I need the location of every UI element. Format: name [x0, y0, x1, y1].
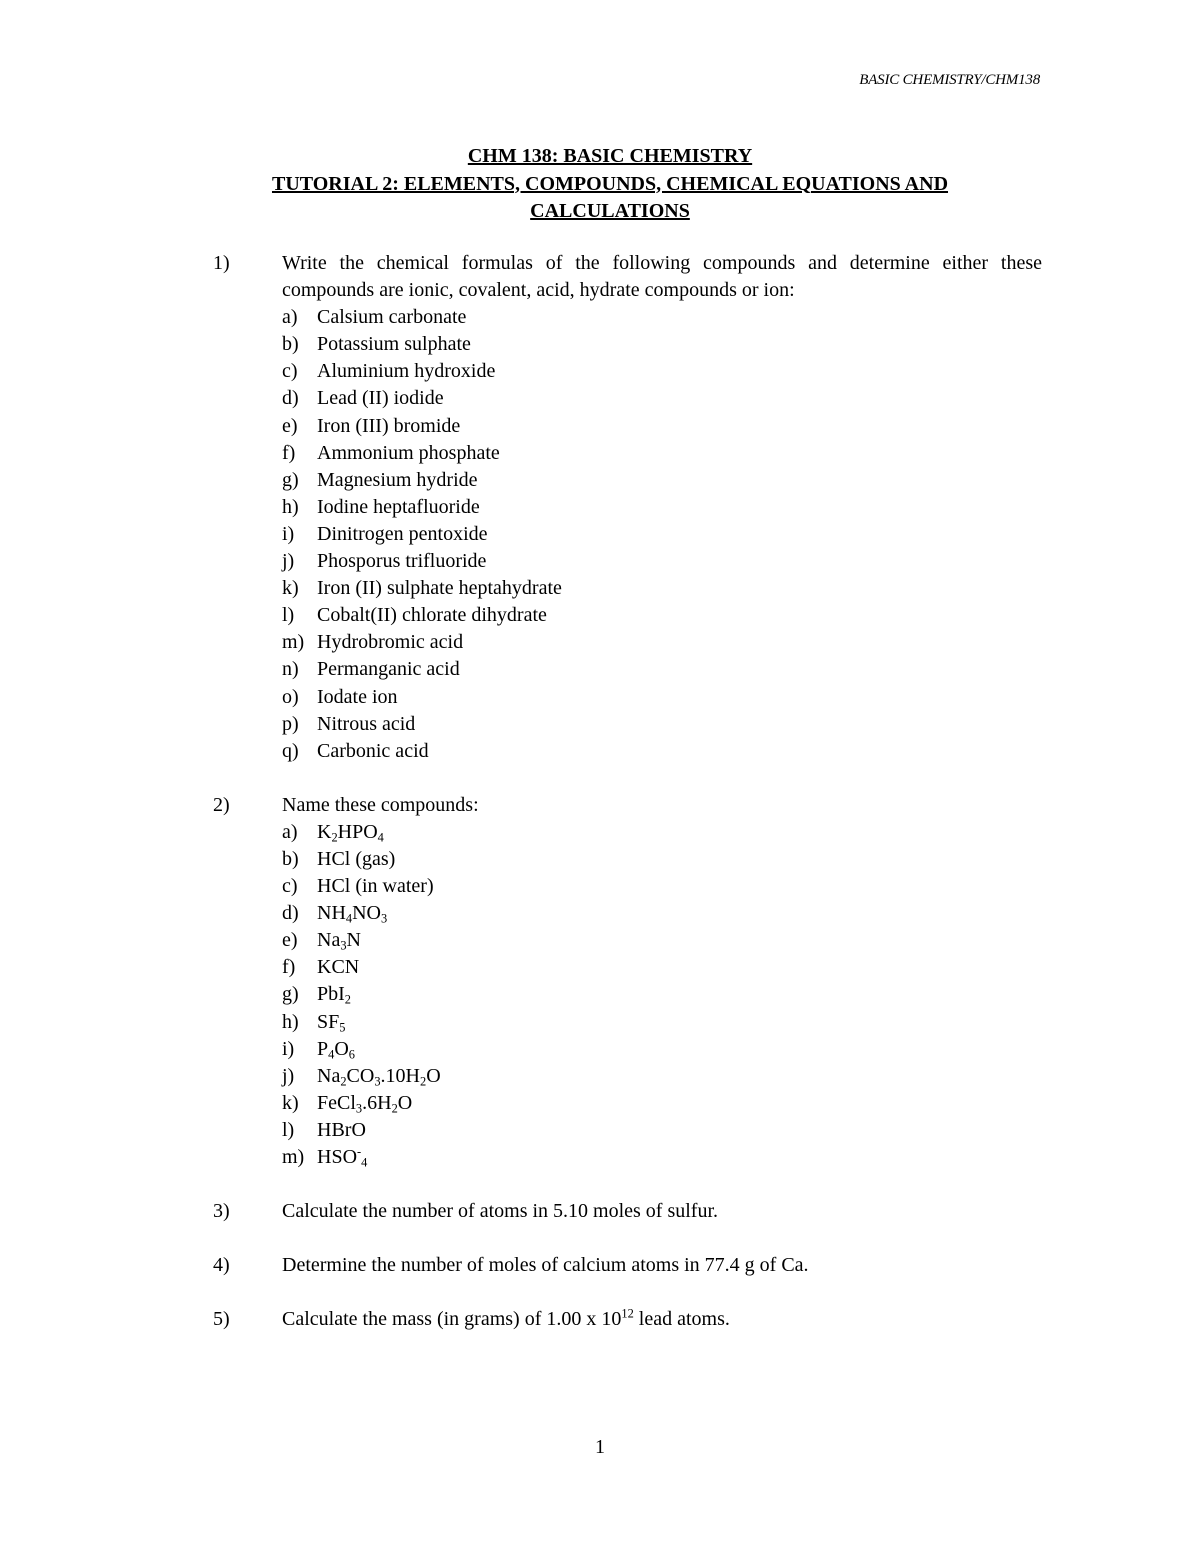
- text-run: FeCl: [317, 1091, 356, 1114]
- sub-item-text: Magnesium hydride: [317, 468, 478, 491]
- sub-item: [282, 602, 1042, 629]
- sub-item-text: [317, 875, 434, 897]
- subscript: 3: [340, 938, 347, 953]
- subscript: 3: [374, 1074, 381, 1089]
- sub-item: [282, 521, 1042, 548]
- sub-item-label: b): [282, 333, 299, 356]
- sub-item-text: [317, 1119, 366, 1141]
- sub-item: [282, 575, 1042, 602]
- sub-item: [282, 304, 1042, 331]
- text-run: Na: [317, 1064, 341, 1087]
- sub-item-text: [317, 983, 351, 1005]
- sub-item: [282, 1144, 1042, 1171]
- question-list: [0, 250, 1200, 1333]
- sub-item-label: c): [282, 875, 298, 898]
- superscript: 12: [621, 1306, 634, 1321]
- subscript: 3: [355, 1101, 363, 1116]
- text-run: KCN: [317, 956, 360, 979]
- text-run: SF: [317, 1010, 340, 1033]
- sub-item: [282, 873, 1042, 900]
- sub-item-label: j): [282, 1064, 295, 1087]
- sub-item-list: [282, 819, 1042, 1171]
- sub-item-label: d): [282, 902, 299, 925]
- question-spacer: [0, 1171, 1200, 1198]
- sub-item-label: m): [282, 631, 305, 654]
- sub-item-label: e): [282, 414, 298, 437]
- sub-item-label: e): [282, 929, 298, 952]
- sub-item-text: Lead (II) iodide: [317, 387, 444, 410]
- sub-item-label: h): [282, 495, 299, 518]
- sub-item: [282, 494, 1042, 521]
- sub-item: [282, 819, 1042, 846]
- subscript: 2: [340, 1074, 347, 1089]
- text-run: lead atoms.: [633, 1308, 730, 1331]
- sub-item: [282, 385, 1042, 412]
- subscript: 4: [377, 830, 384, 845]
- sub-item-text: [317, 1011, 345, 1033]
- subscript: 3: [380, 911, 388, 926]
- sub-item-label: f): [282, 441, 296, 464]
- sub-item: [282, 1036, 1042, 1063]
- subscript: 2: [344, 992, 351, 1007]
- sub-item-text: Permanganic acid: [317, 658, 460, 681]
- sub-item-text: Hydrobromic acid: [317, 631, 464, 654]
- sub-item-label: j): [282, 550, 295, 573]
- sub-item: [282, 900, 1042, 927]
- sub-item-text: [317, 1092, 412, 1114]
- sub-item-label: k): [282, 1091, 299, 1114]
- question-text: [282, 1198, 1042, 1225]
- question-body: [282, 792, 1042, 1171]
- sub-item: [282, 738, 1042, 765]
- page-number: 1: [595, 1436, 605, 1458]
- text-run: .10H: [380, 1064, 420, 1087]
- question-text: [282, 1306, 1042, 1333]
- sub-item-label: a): [282, 306, 298, 329]
- subscript: 4: [345, 911, 353, 926]
- title-line-2: TUTORIAL 2: ELEMENTS, COMPOUNDS, CHEMICAL EQUATIONS AND: [271, 172, 949, 195]
- question-body: [282, 1252, 1042, 1279]
- superscript: -: [357, 1144, 362, 1159]
- sub-item: [282, 981, 1042, 1008]
- question-text: [282, 1252, 1042, 1279]
- text-run: N: [346, 929, 361, 952]
- sub-item: [282, 1063, 1042, 1090]
- sub-item-label: c): [282, 360, 298, 383]
- question-spacer: [0, 765, 1200, 792]
- question-spacer: [0, 1225, 1200, 1252]
- subscript: 2: [419, 1074, 427, 1089]
- title-line-3: CALCULATIONS: [530, 200, 690, 222]
- question-number: 3): [213, 1200, 230, 1223]
- sub-item-text: [317, 1038, 355, 1060]
- sub-item-text: Cobalt(II) chlorate dihydrate: [317, 604, 547, 627]
- subscript: 6: [348, 1047, 355, 1062]
- sub-item: [282, 1009, 1042, 1036]
- question-text: Write the chemical formulas of the following compounds and determine either these compounds are ionic, covalent, acid, hydrate compounds or ion:: [282, 252, 1042, 302]
- sub-item-label: a): [282, 820, 298, 843]
- sub-item-label: k): [282, 577, 299, 600]
- question-text: Name these compounds:: [282, 793, 479, 816]
- sub-item-text: [317, 1065, 441, 1087]
- sub-item-label: n): [282, 658, 299, 681]
- text-run: O: [426, 1064, 441, 1087]
- text-run: NO: [352, 902, 381, 925]
- sub-item: [282, 467, 1042, 494]
- sub-item-text: Calsium carbonate: [317, 306, 467, 329]
- sub-item: [282, 629, 1042, 656]
- sub-item-label: p): [282, 712, 299, 735]
- text-run: P: [317, 1037, 329, 1060]
- question-spacer: [0, 1279, 1200, 1306]
- sub-item-text: Aluminium hydroxide: [317, 360, 496, 383]
- text-run: HSO: [317, 1146, 358, 1168]
- question: [0, 1252, 1200, 1279]
- text-run: HCl (in water): [317, 875, 434, 898]
- document-title: [200, 143, 1020, 226]
- sub-item-text: [317, 956, 359, 978]
- sub-item-label: g): [282, 468, 299, 491]
- sub-item-text: Carbonic acid: [317, 739, 429, 762]
- sub-item-text: [317, 902, 387, 924]
- sub-item: [282, 1117, 1042, 1144]
- text-run: HPO: [337, 820, 378, 843]
- sub-item: [282, 954, 1042, 981]
- sub-item: [282, 927, 1042, 954]
- sub-item-list: [282, 304, 1042, 765]
- text-run: HCl (gas): [317, 847, 396, 870]
- question-body: [282, 250, 1042, 765]
- sub-item-label: m): [282, 1146, 305, 1168]
- sub-item-label: o): [282, 685, 299, 708]
- sub-item-text: Iron (III) bromide: [317, 414, 461, 437]
- question: [0, 1306, 1200, 1333]
- sub-item: [282, 1090, 1042, 1117]
- question: [0, 792, 1200, 1171]
- sub-item-label: i): [282, 1037, 295, 1060]
- sub-item-label: l): [282, 604, 295, 627]
- sub-item-text: [317, 848, 395, 870]
- question: [0, 1198, 1200, 1225]
- sub-item-label: q): [282, 739, 299, 762]
- text-run: O: [397, 1091, 413, 1114]
- sub-item-label: l): [282, 1118, 295, 1141]
- sub-item-label: b): [282, 847, 299, 870]
- question: [0, 250, 1200, 765]
- text-run: Calculate the mass (in grams) of 1.00 x 10: [282, 1308, 622, 1331]
- subscript: 5: [339, 1020, 346, 1034]
- sub-item: [282, 846, 1042, 873]
- sub-item-text: [317, 821, 384, 843]
- sub-item-text: Phosporus trifluoride: [317, 550, 487, 573]
- sub-item: [282, 358, 1042, 385]
- subscript: 4: [328, 1047, 335, 1062]
- sub-item-text: [317, 929, 361, 951]
- question-body: [282, 1198, 1042, 1225]
- question-number: 2): [213, 793, 230, 816]
- question-number: 4): [213, 1254, 230, 1277]
- text-run: Na: [317, 929, 341, 952]
- running-header: BASIC CHEMISTRY/CHM138: [859, 72, 1040, 88]
- sub-item-text: Nitrous acid: [317, 712, 416, 735]
- text-run: PbI: [317, 983, 345, 1006]
- text-run: HBrO: [317, 1118, 366, 1141]
- text-run: K: [317, 820, 332, 843]
- sub-item-label: d): [282, 387, 299, 410]
- sub-item-label: f): [282, 956, 296, 979]
- sub-item: [282, 711, 1042, 738]
- sub-item-text: [317, 1146, 367, 1168]
- text-run: CO: [346, 1064, 375, 1087]
- subscript: 4: [361, 1155, 368, 1170]
- sub-item: [282, 413, 1042, 440]
- question-number: 5): [213, 1308, 230, 1331]
- sub-item-text: Potassium sulphate: [317, 333, 471, 356]
- subscript: 2: [391, 1101, 398, 1116]
- text-run: O: [334, 1037, 349, 1060]
- sub-item-text: Iodine heptafluoride: [317, 495, 480, 518]
- text-run: .6H: [362, 1091, 392, 1114]
- text-run: NH: [317, 902, 346, 925]
- title-line-1: CHM 138: BASIC CHEMISTRY: [467, 145, 753, 167]
- sub-item-label: g): [282, 983, 299, 1006]
- sub-item-text: Iodate ion: [317, 685, 398, 708]
- question-number: 1): [213, 252, 230, 274]
- sub-item: [282, 331, 1042, 358]
- sub-item: [282, 684, 1042, 711]
- sub-item: [282, 548, 1042, 575]
- question-body: [282, 1306, 1042, 1333]
- sub-item-label: h): [282, 1010, 299, 1033]
- text-run: Determine the number of moles of calcium atoms in 77.4 g of Ca.: [282, 1254, 809, 1277]
- sub-item-text: Ammonium phosphate: [317, 441, 500, 464]
- sub-item-text: Dinitrogen pentoxide: [317, 522, 488, 545]
- text-run: Calculate the number of atoms in 5.10 moles of sulfur.: [282, 1200, 719, 1223]
- subscript: 2: [331, 830, 338, 845]
- sub-item: [282, 656, 1042, 683]
- sub-item-label: i): [282, 522, 295, 545]
- sub-item-text: Iron (II) sulphate heptahydrate: [317, 577, 562, 600]
- sub-item: [282, 440, 1042, 467]
